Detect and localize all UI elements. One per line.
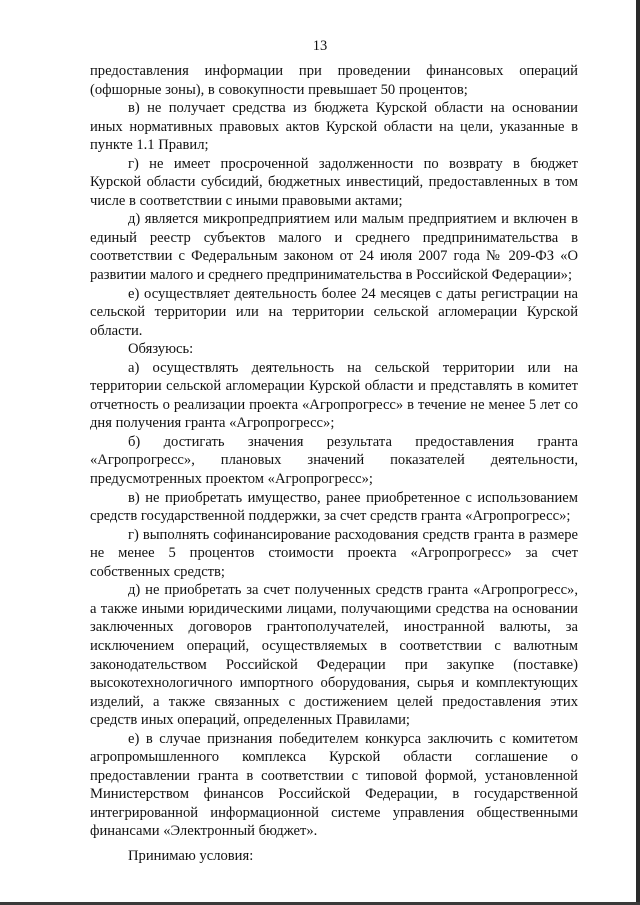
paragraph-obligation-b: б) достигать значения результата предоставления гранта «Агропрогресс», плановых значений показателей деятельности, предусмотренных проектом «Агропрогресс»; bbox=[90, 433, 578, 488]
paragraph-obligation-a: а) осуществлять деятельность на сельской территории или на территории сельской агломерации Курской области и представлять в комитет отчетность о реализации проекта «Агропрогресс» в течение не менее 5 лет со дня получения гранта «Агропрогресс»; bbox=[90, 359, 578, 432]
paragraph-item-g: г) не имеет просроченной задолженности по возврату в бюджет Курской области субсидий, бюджетных инвестиций, предоставленных в том числе в соответствии с иными правовыми актами; bbox=[90, 155, 578, 209]
page-number: 13 bbox=[312, 38, 328, 54]
paragraph-accept-conditions: Принимаю условия: bbox=[128, 847, 254, 864]
paragraph-obligations-heading: Обязуюсь: bbox=[128, 341, 194, 358]
paragraph-item-v: в) не получает средства из бюджета Курской области на основании иных нормативных правовых актов Курской области на цели, указанные в пункте 1.1 Правил; bbox=[90, 100, 578, 154]
paragraph-obligation-v: в) не приобретать имущество, ранее приобретенное с использованием средств государственной поддержки, за счет средств гранта «Агропрогресс»; bbox=[90, 489, 578, 525]
paragraph-item-e: е) осуществляет деятельность более 24 месяцев с даты регистрации на сельской территории или на территории сельской агломерации Курской области. bbox=[90, 285, 578, 339]
paragraph-obligation-g: г) выполнять софинансирование расходования средств гранта в размере не менее 5 процентов стоимости проекта «Агропрогресс» за счет собственных средств; bbox=[90, 526, 578, 580]
scan-edge-right bbox=[636, 0, 640, 905]
paragraph-obligation-d: д) не приобретать за счет полученных средств гранта «Агропрогресс», а также иными юридическими лицами, получающими средства на основании заключенных договоров грантополучателей, иностранной валюты, за исключением операций, осуществляемых в соответствии с валютным законодательством Российской Федерации при закупке (поставке) высокотехнологичного импортного оборудования, сырья и комплектующих изделий, а также связанных с достижением целей предоставления этих средств иных операций, определенных Правилами; bbox=[90, 582, 578, 729]
paragraph-obligation-e: е) в случае признания победителем конкурса заключить с комитетом агропромышленного комплекса Курской области соглашение о предоставлении гранта в соответствии с типовой формой, установленной Министерством финансов Российской Федерации, в государственной интегрированной информационной системе управления общественными финансами «Электронный бюджет». bbox=[90, 730, 578, 840]
paragraph-item-d: д) является микропредприятием или малым предприятием и включен в единый реестр субъектов малого и среднего предпринимательства в соответствии с Федеральным законом от 24 июля 2007 года № 209-ФЗ «О развитии малого и среднего предпринимательства в Российской Федерации»; bbox=[90, 211, 578, 284]
paragraph-continuation: предоставления информации при проведении финансовых операций (офшорные зоны), в совокупности превышает 50 процентов; bbox=[90, 63, 578, 98]
document-body bbox=[90, 62, 578, 866]
